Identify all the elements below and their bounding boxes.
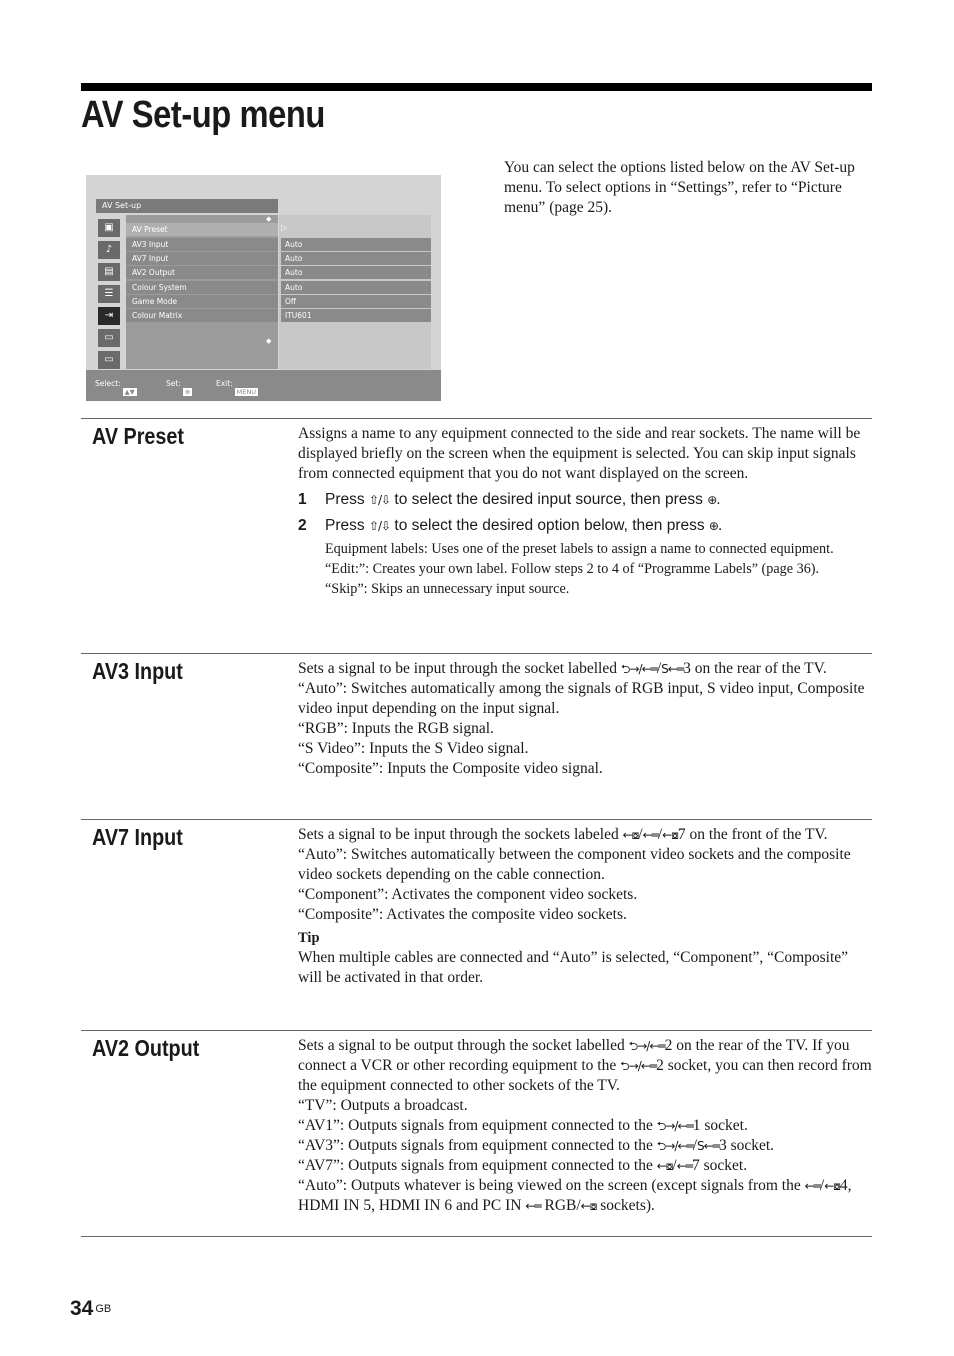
scroll-up-icon: ◆ (266, 215, 272, 223)
osd-footer-select: Select: ▲▼ (95, 379, 135, 396)
av-preset-step-1: 1 Press ⇧/⇩ to select the desired input source, then press ⊕. (298, 491, 721, 508)
osd-value-av2-output: Auto (281, 266, 431, 279)
osd-row-game-mode: Game Mode (126, 295, 278, 308)
osd-icon-column (96, 215, 124, 369)
av3-option-rgb: “RGB”: Inputs the RGB signal. (298, 720, 494, 737)
av-socket-icon: ⮌→/←═ (620, 1059, 657, 1073)
section-body-av7-input (298, 825, 874, 988)
up-down-arrow-icon: ⇧/⇩ (368, 519, 391, 533)
av-socket-icon: ⮌→/←═ (656, 1119, 693, 1133)
av-preset-option-labels: Equipment labels: Uses one of the preset labels to assign a name to connected equipment. (325, 541, 834, 557)
osd-row-av-preset: AV Preset (126, 223, 278, 236)
section-rule (81, 653, 872, 654)
component-socket-icon: ←⧇ (824, 1179, 840, 1193)
title-rule (81, 83, 872, 91)
av2-option-av3: “AV3”: Outputs signals from equipment connected to the ⮌→/←═/S←═3 socket. (298, 1137, 775, 1154)
osd-value-av7-input: Auto (281, 252, 431, 265)
av2-option-av1: “AV1”: Outputs signals from equipment connected to the ⮌→/←═1 socket. (298, 1117, 748, 1134)
section-rule (81, 1030, 872, 1031)
av-setup-icon: ⇥ (98, 307, 120, 325)
av3-option-auto: “Auto”: Switches automatically among the signals of RGB input, S video input, Composite video input depending on the input signal. (298, 680, 865, 717)
up-down-arrow-icon: ⇧/⇩ (368, 493, 391, 507)
osd-footer (86, 370, 441, 401)
osd-footer-set: Set: ⊕ (166, 379, 191, 396)
pc-settings-icon: ▭ (98, 329, 120, 347)
tip-label: Tip (298, 930, 320, 946)
av7-option-component: “Component”: Activates the component video sockets. (298, 886, 638, 903)
rgb-socket-icon: ←═ (525, 1199, 541, 1213)
s-video-socket-icon: S←═ (661, 662, 684, 676)
screen-icon: ▤ (98, 263, 120, 281)
video-socket-icon: ←═ (804, 1179, 820, 1193)
av-setup-screenshot (86, 175, 441, 401)
av-preset-step-2: 2 Press ⇧/⇩ to select the desired option below, then press ⊕. (298, 517, 723, 534)
section-body-av3-input (298, 659, 874, 779)
s-video-socket-icon: S←═ (697, 1139, 719, 1153)
page-lang: GB (95, 1303, 112, 1315)
section-body-av2-output (298, 1036, 874, 1216)
enter-key-icon: ⊕ (184, 388, 191, 396)
av-socket-icon: ⮌→/←═ (620, 662, 657, 676)
section-title-av7-input: AV7 Input (92, 824, 183, 850)
av-socket-icon: ⮌→/←═ (628, 1039, 665, 1053)
component-socket-icon: ←⧇ (656, 1159, 673, 1173)
section-title-av-preset: AV Preset (92, 423, 184, 449)
av-preset-desc: Assigns a name to any equipment connected to the side and rear sockets. The name will be displayed briefly on the screen when the equipment is selected. You can skip input signals from connected equipment that you do not want displayed on the screen. (298, 425, 861, 482)
av2-option-av7: “AV7”: Outputs signals from equipment connected to the ←⧇/←═7 socket. (298, 1157, 748, 1174)
page-title: AV Set-up menu (81, 94, 325, 136)
component-socket-icon: ←⧇ (580, 1199, 597, 1213)
analogue-setup-icon: ▭ (98, 351, 120, 369)
video-socket-icon: ←═ (676, 1159, 693, 1173)
arrow-right-icon: ▷ (281, 223, 288, 232)
up-down-key-icon: ▲▼ (124, 388, 135, 396)
section-body-av-preset (298, 424, 874, 599)
osd-value-game-mode: Off (281, 295, 431, 308)
section-rule (81, 819, 872, 820)
av7-input-desc: Sets a signal to be input through the sockets labeled ←⧇/←═/←⧇7 on the front of the TV. (298, 826, 828, 843)
intro-text: You can select the options listed below on the AV Set-up menu. To select options in “Settings”, refer to “Picture menu” (page 25). (504, 159, 855, 216)
av3-input-desc: Sets a signal to be input through the socket labelled ⮌→/←═/S←═3 on the rear of the TV. (298, 660, 827, 677)
component-socket-icon: ←⧇ (622, 828, 639, 842)
section-rule (81, 418, 872, 419)
osd-row-av2-output: AV2 Output (126, 266, 278, 279)
video-socket-icon: ←═ (642, 828, 658, 842)
av7-option-auto: “Auto”: Switches automatically between the component video sockets and the composite video sockets depending on the cable connection. (298, 846, 851, 883)
osd-row-colour-system: Colour System (126, 281, 278, 294)
setup-icon: ☰ (98, 285, 120, 303)
osd-row-av3-input: AV3 Input (126, 238, 278, 251)
osd-value-colour-system: Auto (281, 281, 431, 294)
av7-option-composite: “Composite”: Activates the composite video sockets. (298, 906, 627, 923)
av2-option-tv: “TV”: Outputs a broadcast. (298, 1097, 468, 1114)
scroll-down-icon: ◆ (266, 337, 272, 345)
osd-row-av7-input: AV7 Input (126, 252, 278, 265)
osd-footer-exit: Exit: MENU (216, 379, 257, 396)
page-number: 34 GB (70, 1297, 112, 1320)
sound-icon: ♪ (98, 241, 120, 259)
av-preset-option-edit: “Edit:”: Creates your own label. Follow steps 2 to 4 of “Programme Labels” (page 36). (325, 561, 820, 577)
osd-value-colour-matrix: ITU601 (281, 309, 431, 322)
osd-row-colour-matrix: Colour Matrix (126, 309, 278, 322)
av-preset-option-skip: “Skip”: Skips an unnecessary input source. (325, 581, 570, 597)
enter-button-icon: ⊕ (707, 493, 717, 507)
av-socket-icon: ⮌→/←═ (656, 1139, 693, 1153)
menu-key: MENU (236, 388, 257, 396)
component-socket-icon: ←⧇ (662, 828, 678, 842)
section-rule (81, 1236, 872, 1237)
osd-value-av3-input: Auto (281, 238, 431, 251)
av3-option-s-video: “S Video”: Inputs the S Video signal. (298, 740, 529, 757)
enter-button-icon: ⊕ (708, 519, 718, 533)
osd-header: AV Set-up (96, 199, 278, 213)
tip-text: When multiple cables are connected and “Auto” is selected, “Component”, “Composite” will be activated in that order. (298, 949, 849, 986)
av2-output-desc: Sets a signal to be output through the socket labelled ⮌→/←═2 on the rear of the TV. If you connect a VCR or other recording equipment to the ⮌→/←═2 socket, you can then record from the equipment connected to other sockets of the TV. (298, 1037, 872, 1094)
av2-option-auto: “Auto”: Outputs whatever is being viewed on the screen (except signals from the ←═/←⧇4, HDMI IN 5, HDMI IN 6 and PC IN ←═ RGB/←⧇ sockets). (298, 1177, 852, 1214)
picture-icon: ▣ (98, 219, 120, 237)
section-title-av3-input: AV3 Input (92, 658, 183, 684)
section-title-av2-output: AV2 Output (92, 1035, 200, 1061)
av3-option-composite: “Composite”: Inputs the Composite video signal. (298, 760, 603, 777)
